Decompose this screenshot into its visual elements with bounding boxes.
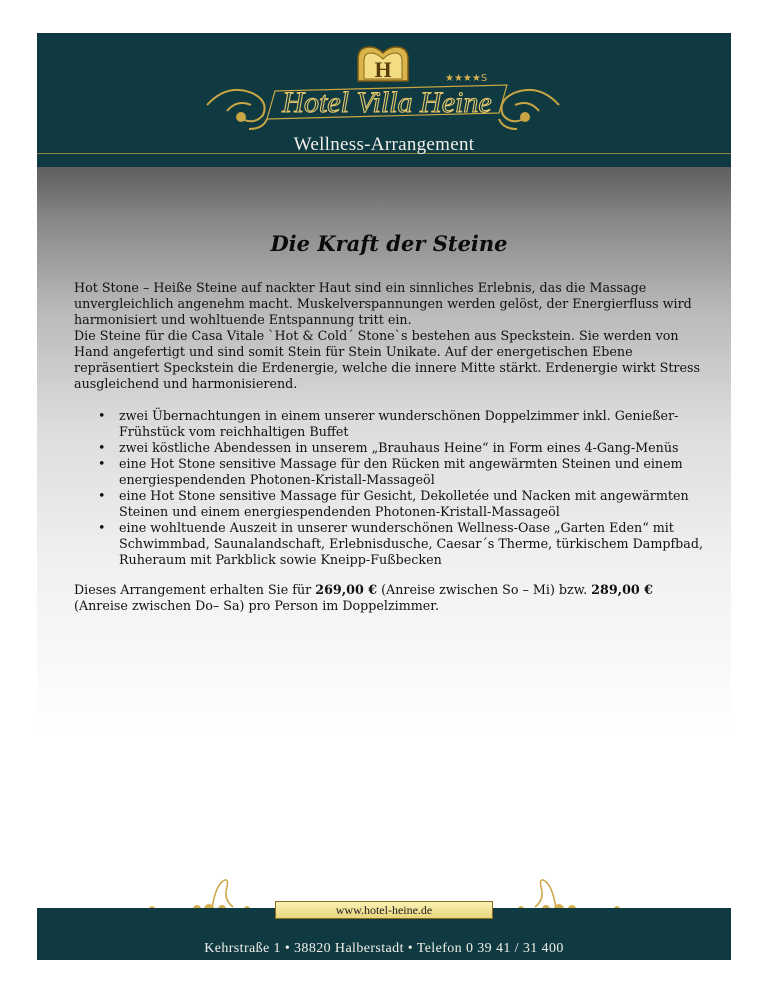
page <box>37 33 731 960</box>
brand-name: Hotel Villa Heine <box>282 86 492 119</box>
footer-address: Kehrstraße 1 • 38820 Halberstadt • Telefon 0 39 41 / 31 400 <box>204 941 564 956</box>
price-info: Dieses Arrangement erhalten Sie für 269,00 € (Anreise zwischen So – Mi) bzw. 289,00 € (Anreise zwischen Do– Sa) pro Person im Doppelzimmer. <box>74 582 653 613</box>
price-weekend: 289,00 € <box>591 582 653 597</box>
bullet-icon: • <box>98 440 106 455</box>
header-subtitle: Wellness-Arrangement <box>293 134 475 155</box>
logo-emblem <box>358 47 408 82</box>
included-list <box>74 408 704 568</box>
list-item: • zwei köstliche Abendessen in unserem „Brauhaus Heine“ in Form eines 4-Gang-Menüs <box>98 440 679 455</box>
intro-paragraph: Die Steine für die Casa Vitale `Hot & Cold´ Stone`s bestehen aus Speckstein. Sie werden von Hand angefertigt und sind somit Stein für Stein Unikate. Auf der energetischen Ebene repräsentiert Speckstein die Erdenergie, welche die innere Mitte stärkt. Erdenergie wirkt Stress ausgleichend und harmonisierend. <box>74 328 701 391</box>
list-item: • eine Hot Stone sensitive Massage für Gesicht, Dekolletée und Nacken mit angewärmten Steinen und einem energiespendenden Photonen-Kristall-Massageöl <box>98 488 689 519</box>
left-scroll-ornament <box>207 90 267 129</box>
page-title: Die Kraft der Steine <box>270 231 508 256</box>
main-content <box>74 231 704 614</box>
bullet-icon: • <box>98 488 106 503</box>
intro-paragraph: Hot Stone – Heiße Steine auf nackter Haut sind ein sinnliches Erlebnis, das die Massage unvergleichlich angenehm macht. Muskelverspannungen werden gelöst, der Energierfluss wird harmonisiert und wohltuende Entspannung tritt ein. <box>74 280 692 327</box>
list-item: • eine wohltuende Auszeit in unserer wunderschönen Wellness-Oase „Garten Eden“ mit Schwimmbad, Saunalandschaft, Erlebnisdusche, Caesar´s Therme, türkischem Dampfbad, Ruheraum mit Parkblick sowie Kneipp-Fußbecken <box>98 520 704 567</box>
bullet-icon: • <box>98 520 106 535</box>
right-scroll-ornament <box>499 90 559 129</box>
intro-text <box>74 280 704 392</box>
stars-rating: ★★★★S <box>445 73 488 84</box>
svg-text:H: H <box>374 57 392 82</box>
bullet-icon: • <box>98 408 106 423</box>
bullet-icon: • <box>98 456 106 471</box>
hotel-logo <box>37 33 731 133</box>
price-weekday: 269,00 € <box>315 582 378 597</box>
header <box>37 33 731 167</box>
list-item: • zwei Übernachtungen in einem unserer wunderschönen Doppelzimmer inkl. Genießer-Frühstück vom reichhaltigen Buffet <box>98 408 679 439</box>
list-item: • eine Hot Stone sensitive Massage für den Rücken mit angewärmten Steinen und einem energiespendenden Photonen-Kristall-Massageöl <box>98 456 683 487</box>
website-link[interactable]: www.hotel-heine.de <box>275 901 493 919</box>
